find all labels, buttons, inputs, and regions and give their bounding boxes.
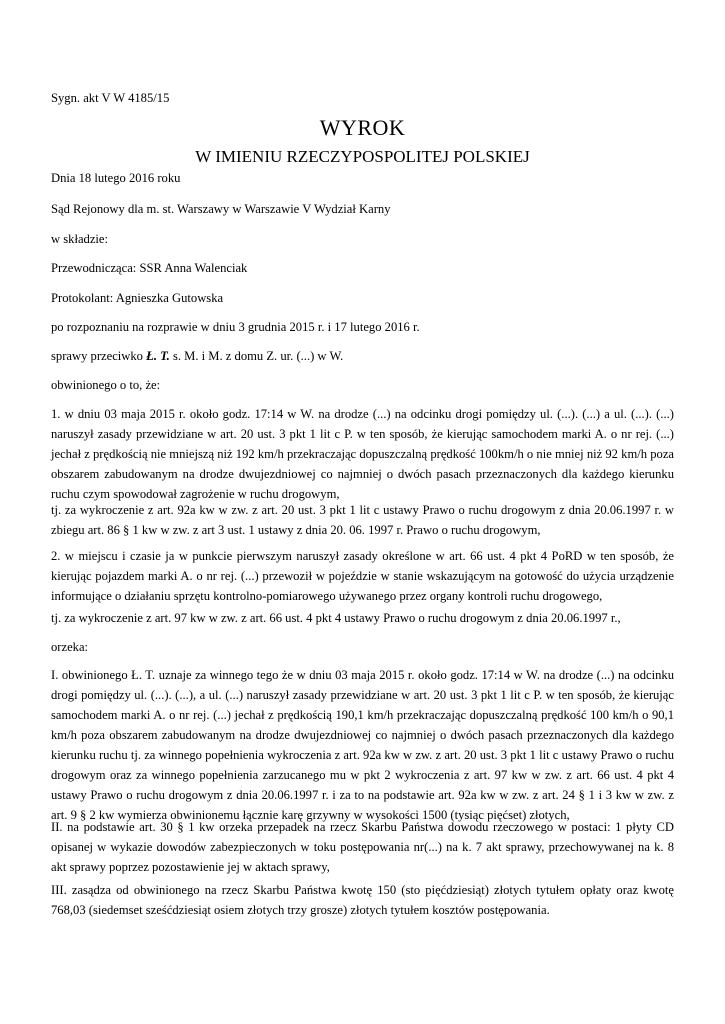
verdict-point-3: III. zasądza od obwinionego na rzecz Skarbu Państwa kwotę 150 (sto pięćdziesiąt) złotych tytułem opłaty oraz kwotę 768,03 (siedemset sześćdziesiąt osiem złotych trzy grosze) złotych tytułem kosztów postępowania. <box>51 883 674 917</box>
case-number: Sygn. akt V W 4185/15 <box>51 91 170 105</box>
verdict-point-2: II. na podstawie art. 30 § 1 kw orzeka przepadek na rzecz Skarbu Państwa dowodu rzeczowego w postaci: 1 płyty CD opisanej w wykazie dowodów zabezpieczonych w toku postępowania nr(...) na k. 7 akt sprawy, przechowywanej na k. 8 akt sprawy poprzez pozostawienie jej w aktach sprawy, <box>51 820 674 874</box>
charge-2: 2. w miejscu i czasie ja w punkcie pierwszym naruszył zasady określone w art. 66 ust. 4 pkt 4 PoRD w ten sposób, że kierując pojazdem marki A. o nr rej. (...) przewoził w pojeździe w stanie wskazującym na gotowość do użycia urządzenie informujące o działaniu sprzętu kontrolno-pomiarowego używanego przez organy kontroli ruchu drogowego, <box>51 549 674 603</box>
defendant-initials: Ł. T. <box>146 349 170 363</box>
charge-1-qualification: tj. za wykroczenie z art. 92a kw w zw. z art. 20 ust. 3 pkt 1 lit c ustawy Prawo o ruchu drogowym z dnia 20.06.1997 r. w zbiegu art. 86 § 1 kw w zw. z art 3 ust. 1 ustawy z dnia 20. 06. 1997 r. Prawo o ruchu drogowym, <box>51 503 674 537</box>
charge-1: 1. w dniu 03 maja 2015 r. około godz. 17:14 w W. na drodze (...) na odcinku drogi pomiędzy ul. (...). (...) a ul. (...). (...) naruszył zasady przewidziane w art. 20 ust. 3 pkt 1 lit c P. w ten sposób, że kierując samochodem marki A. o nr rej. (...) jechał z prędkością nie mniejszą niż 192 km/h przekraczając dopuszczalną prędkość 100km/h o nie mniej niż 92 km/h poza obszarem zabudowanym na drodze dwujezdniowej co najmniej o dwóch pasach przeznaczonych dla każdego kierunku ruchu czym spowodował zagrożenie w ruchu drogowym, <box>51 407 674 501</box>
verdict-point-1: I. obwinionego Ł. T. uznaje za winnego tego że w dniu 03 maja 2015 r. około godz. 17:14 w W. na drodze (...) na odcinku drogi pomiędzy ul. (...). (...), a ul. (...) naruszył zasady przewidziane w art. 20 ust. 3 pkt 1 lit c P. w ten sposób, że kierując samochodem marki A. o nr rej. (...) jechał z prędkością 190,1 km/h przekraczając dopuszczalną prędkość 100 km/h o 90,1 km/h poza obszarem zabudowanym na drodze dwujezdniowej co najmniej o dwóch pasach przeznaczonych dla każdego kierunku ruchu tj. za winnego popełnienia wykroczenia z art. 92a kw w zw. z art. 20 ust. 3 pkt 1 lit c ustawy Prawo o ruchu drogowym oraz za winnego popełnienia zarzucanego mu w pkt 2 wykroczenia z art. 97 kw w zw. z art. 66 ust. 4 pkt 4 ustawy Prawo o ruchu drogowym z dnia 20.06.1997 r. i za to na podstawie art. 92a kw w zw. z art. 24 § 1 i 3 kw w zw. z art. 9 § 2 kw wymierza obwinionemu łącznie karę grzywny w wysokości 1500 (tysiąc pięćset) złotych, <box>51 668 674 822</box>
court-clerk: Protokolant: Agnieszka Gutowska <box>51 291 224 305</box>
presiding-judge: Przewodnicząca: SSR Anna Walenciak <box>51 261 248 275</box>
hearing-dates: po rozpoznaniu na rozprawie w dniu 3 grudnia 2015 r. i 17 lutego 2016 r. <box>51 320 420 334</box>
accused-intro: obwinionego o to, że: <box>51 378 161 392</box>
rules-label: orzeka: <box>51 640 89 654</box>
composition-label: w składzie: <box>51 232 109 246</box>
case-against <box>51 346 674 366</box>
against-prefix: sprawy przeciwko <box>51 349 147 363</box>
court-name: Sąd Rejonowy dla m. st. Warszawy w Warszawie V Wydział Karny <box>51 202 391 216</box>
date-line: Dnia 18 lutego 2016 roku <box>51 171 181 185</box>
document-title: WYROK <box>319 115 406 140</box>
document-subtitle: W IMIENIU RZECZYPOSPOLITEJ POLSKIEJ <box>195 147 530 166</box>
against-suffix: s. M. i M. z domu Z. ur. (...) w W. <box>169 349 344 363</box>
charge-2-qualification: tj. za wykroczenie z art. 97 kw w zw. z art. 66 ust. 4 pkt 4 ustawy Prawo o ruchu drogowym z dnia 20.06.1997 r., <box>51 611 621 625</box>
